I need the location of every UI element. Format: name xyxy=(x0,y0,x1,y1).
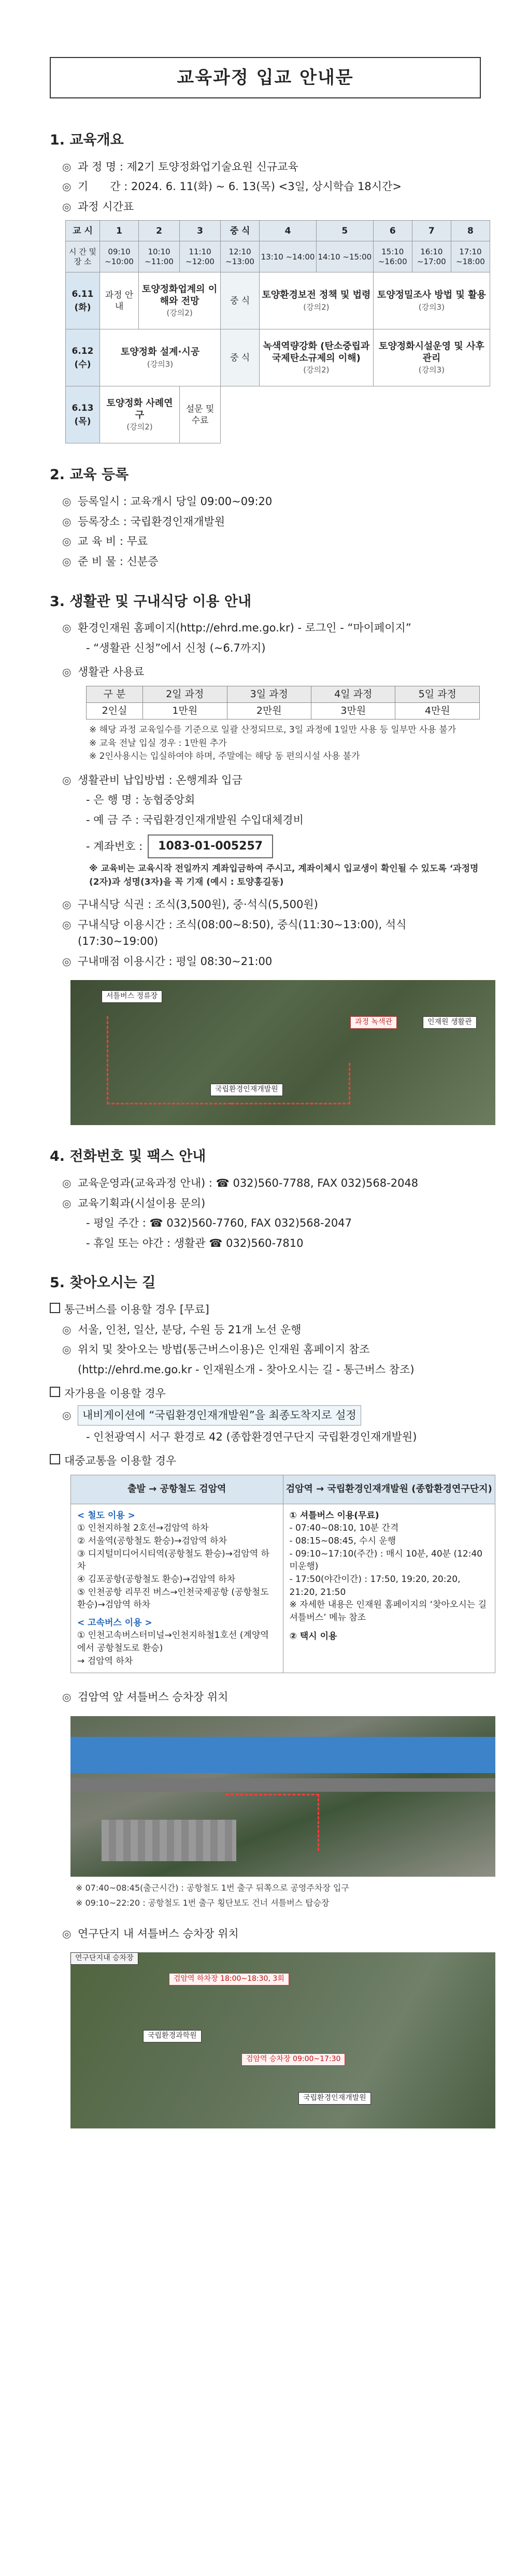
circle-bullet-icon: ◎ xyxy=(62,555,72,568)
list-item: ◎ 교 육 비 : 무료 xyxy=(62,533,481,550)
complex-map xyxy=(70,1952,495,2128)
table-row: 출발 → 공항철도 검암역 검암역 → 국립환경인재개발원 (종합환경연구단지) xyxy=(71,1475,495,1504)
fee-note: ※ 해당 과정 교육일수를 기준으로 일괄 산정되므로, 3일 과정에 1일만 사용 등 일부만 사용 불가 xyxy=(89,725,456,735)
circle-bullet-icon: ◎ xyxy=(62,1323,72,1336)
transit-table xyxy=(70,1475,495,1674)
contact-line: - 평일 주간 : ☎ 032)560-7760, FAX 032)568-2047 xyxy=(86,1217,352,1230)
circle-bullet-icon: ◎ xyxy=(62,515,72,528)
table-row: < 철도 이용 > ① 인천지하철 2호선→검암역 하차 ② 서울역(공항철도 환승)→검암역 하차 ③ 디지털미디어시티역(공항철도 환승)→검암역 하차 ④ 김포공항(공항철도 환승)→검암역 하차 ⑤ 인천공항 리무진 버스→인천국제공항 (공항철도 환승)→검암역 하차 < 고속버스 이용 > ① 인천고속버스터미널→인천지하철1호선 (계양역에서 공항철도로 환승) → 검암역 하차 ① 셔틀버스 이용(무료) - 07:40~08:10, 10분 간격 - 08:15~08:45, 수시 운행 - 09:10~17:10(주간) : 매시 10분, 40분 (12:40 미운행) - 17:50(야간이간) : 17:50, 19:20, 20:20, 21:20, 21:50 ※ 자세한 내용은 인재원 홈페이지의 ‘찾아오시는 길 셔틀버스’ 메뉴 참조 ② 택시 이용 xyxy=(71,1504,495,1673)
timetable xyxy=(65,220,490,443)
section-3-title: 3. 생활관 및 구내식당 이용 안내 xyxy=(50,593,252,610)
map-pin-nier: 국립환경과학원 xyxy=(143,2030,202,2042)
map-note: ※ 09:10~22:20 : 공항철도 1번 출구 횡단보도 건너 셔틀버스 탑승장 xyxy=(76,1897,330,1908)
timetable-times: 시 간 및 장 소 09:10 ~10:00 10:10 ~11:00 11:10 ~12:00 12:10 ~13:00 13:10 ~14:00 14:10 ~15:00 15:10 ~16:00 16:10 ~17:00 17:10 ~18:00 xyxy=(66,241,490,272)
checkbox-square-icon xyxy=(50,1454,60,1464)
station-building xyxy=(70,1737,495,1773)
public-title: 대중교통을 이용할 경우 xyxy=(50,1452,481,1470)
map-pin-pickup: 검암역 승차장 09:00~17:30 xyxy=(241,2053,345,2066)
circle-bullet-icon: ◎ xyxy=(62,1409,72,1422)
circle-bullet-icon: ◎ xyxy=(62,535,72,548)
contact-line: - 휴일 또는 야간 : 생활관 ☎ 032)560-7810 xyxy=(86,1236,304,1249)
table-row: 6.13 (목) 토양정화 사례연구 (강의2) 설문 및 수료 xyxy=(66,386,490,443)
circle-bullet-icon: ◎ xyxy=(62,200,72,213)
section-1-title: 1. 교육개요 xyxy=(50,132,124,148)
circle-bullet-icon: ◎ xyxy=(62,1343,72,1356)
list-item: ◎ 준 비 물 : 신분증 xyxy=(62,553,481,570)
car-title: 자가용을 이용할 경우 xyxy=(50,1385,481,1402)
account-number: 1083-01-005257 xyxy=(148,834,273,858)
table-row: 6.11 (화) 과정 안내 토양정화업계의 이해와 전망 (강의2) 중 식 토양환경보전 정책 및 법령 (강의2) 토양정밀조사 방법 및 활용 (강의3) xyxy=(66,272,490,329)
timetable-label: ◎ 과정 시간표 xyxy=(62,198,481,215)
contact-line: ◎ 교육운영과(교육과정 안내) : ☎ 032)560-7788, FAX 032)568-2048 xyxy=(62,1175,481,1192)
circle-bullet-icon: ◎ xyxy=(62,1197,72,1210)
list-item: ◎ 등록장소 : 국립환경인재개발원 xyxy=(62,513,481,530)
circle-bullet-icon: ◎ xyxy=(62,773,72,786)
section-2-title: 2. 교육 등록 xyxy=(50,467,129,483)
campus-map xyxy=(70,980,495,1125)
title-box xyxy=(50,57,481,98)
account-row xyxy=(86,834,481,858)
section-5-title: 5. 찾아오시는 길 xyxy=(50,1275,156,1291)
map-pin-green-hall: 과정 녹색관 xyxy=(350,1016,397,1029)
bus-title: 통근버스를 이용할 경우 [무료] xyxy=(50,1301,481,1318)
circle-bullet-icon: ◎ xyxy=(62,622,72,635)
period-line: ◎ 기 간 : 2024. 6. 11(화) ~ 6. 13(목) <3일, 상시학습 18시간> xyxy=(62,178,481,195)
circle-bullet-icon: ◎ xyxy=(62,955,72,968)
account-label: - 계좌번호 : xyxy=(86,840,143,853)
account-note: ※ 교육비는 교육시작 전일까지 계좌입금하여 주시고, 계좌이체시 입교생이 확인될 수 있도록 ‘과정명(2자)과 성명(3자)을 꼭 기재 (예시 : 토양홍길동) xyxy=(89,864,479,887)
checkbox-square-icon xyxy=(50,1303,60,1313)
page-title: 교육과정 입교 안내문 xyxy=(177,67,354,88)
course-line: ◎ 과 정 명 : 제2기 토양정화업기술요원 신규교육 xyxy=(62,159,481,176)
table-row: 구 분 2일 과정 3일 과정 4일 과정 5일 과정 xyxy=(87,686,480,703)
bus-line: ◎ 서울, 인천, 일산, 분당, 수원 등 21개 노선 운행 xyxy=(62,1321,481,1339)
table-row: 6.12 (수) 토양정화 설계·시공 (강의3) 중 식 녹색역량강화 (탄소중립과 국제탄소규제의 이해) (강의2) 토양정화시설운영 및 사후관리 (강의3) xyxy=(66,329,490,386)
fee-table xyxy=(86,686,480,719)
bus-line: (http://ehrd.me.go.kr - 인재원소개 - 찾아오시는 길 - 통근버스 참조) xyxy=(78,1363,415,1376)
walking-route xyxy=(226,1794,319,1851)
section-4-title: 4. 전화번호 및 팩스 안내 xyxy=(50,1148,206,1165)
circle-bullet-icon: ◎ xyxy=(62,898,72,911)
circle-bullet-icon: ◎ xyxy=(62,1177,72,1190)
road xyxy=(70,1778,495,1792)
circle-bullet-icon: ◎ xyxy=(62,918,72,931)
apply-line: ◎ 환경인재원 홈페이지(http://ehrd.me.go.kr) - 로그인 - “마이페이지” xyxy=(62,620,481,637)
map-pin-dropoff: 검암역 하차장 18:00~18:30, 3회 xyxy=(169,1973,289,1985)
fee-note: ※ 교육 전날 입실 경우 : 1만원 추가 xyxy=(89,738,227,749)
timetable-header: 교 시 1 2 3 중 식 4 5 6 7 8 xyxy=(66,221,490,241)
pay-label: ◎ 생활관비 납입방법 : 온행계좌 입금 xyxy=(62,772,481,789)
table-row: 2인실 1만원 2만원 3만원 4만원 xyxy=(87,703,480,719)
apply-line-2: - “생활관 신청”에서 신청 (~6.7까지) xyxy=(86,641,266,654)
meal-line: ◎ 구내식당 이용시간 : 조식(08:00~8:50), 중식(11:30~13:00), 석식(17:30~19:00) xyxy=(62,916,481,950)
map-note: ※ 07:40~08:45(출근시간) : 공항철도 1번 출구 뒤쪽으로 공영주차장 입구 xyxy=(76,1882,349,1893)
meal-line: ◎ 구내매점 이용시간 : 평일 08:30~21:00 xyxy=(62,953,481,970)
car-line: ◎ 내비게이션에 “국립환경인재개발원”을 최종도착지로 설정 xyxy=(62,1405,481,1426)
map3-title: ◎ 연구단지 내 셔틀버스 승차장 위치 xyxy=(62,1925,481,1942)
map-caption: 연구단지내 승차장 xyxy=(70,1952,138,1965)
station-map xyxy=(70,1716,495,1877)
bank-line: - 은 행 명 : 농협중앙회 xyxy=(86,794,195,807)
checkbox-square-icon xyxy=(50,1387,60,1397)
map-pin-institute: 국립환경인재개발원 xyxy=(298,2092,371,2105)
bus-line: ◎ 위치 및 찾아오는 방법(통근버스이용)은 인재원 홈페이지 참조 xyxy=(62,1341,481,1358)
circle-bullet-icon: ◎ xyxy=(62,1927,72,1940)
map-pin-dormitory: 인재원 생활관 xyxy=(423,1016,477,1029)
contact-line: ◎ 교육기획과(시설이용 문의) xyxy=(62,1195,481,1212)
fee-note: ※ 2인사용시는 입실하여야 하며, 주말에는 해당 동 편의시설 사용 불가 xyxy=(89,751,360,761)
map-pin-institute: 국립환경인재개발원 xyxy=(210,1084,283,1096)
circle-bullet-icon: ◎ xyxy=(62,495,72,508)
circle-bullet-icon: ◎ xyxy=(62,180,72,193)
circle-bullet-icon: ◎ xyxy=(62,666,72,679)
parking-lot xyxy=(102,1820,236,1861)
list-item: ◎ 등록일시 : 교육개시 당일 09:00~09:20 xyxy=(62,493,481,510)
meal-line: ◎ 구내식당 식권 : 조식(3,500원), 중·석식(5,500원) xyxy=(62,896,481,913)
car-line: - 인천광역시 서구 환경로 42 (종합환경연구단지 국립환경인재개발원) xyxy=(86,1430,417,1443)
fee-label: ◎ 생활관 사용료 xyxy=(62,664,481,681)
circle-bullet-icon: ◎ xyxy=(62,1691,72,1704)
map-pin-shuttle-stop: 서틀버스 정류장 xyxy=(102,990,162,1003)
circle-bullet-icon: ◎ xyxy=(62,160,72,173)
holder-line: - 예 금 주 : 국립환경인재개발원 수입대체경비 xyxy=(86,813,304,826)
map2-title: ◎ 검암역 앞 셔틀버스 승차장 위치 xyxy=(62,1689,481,1706)
